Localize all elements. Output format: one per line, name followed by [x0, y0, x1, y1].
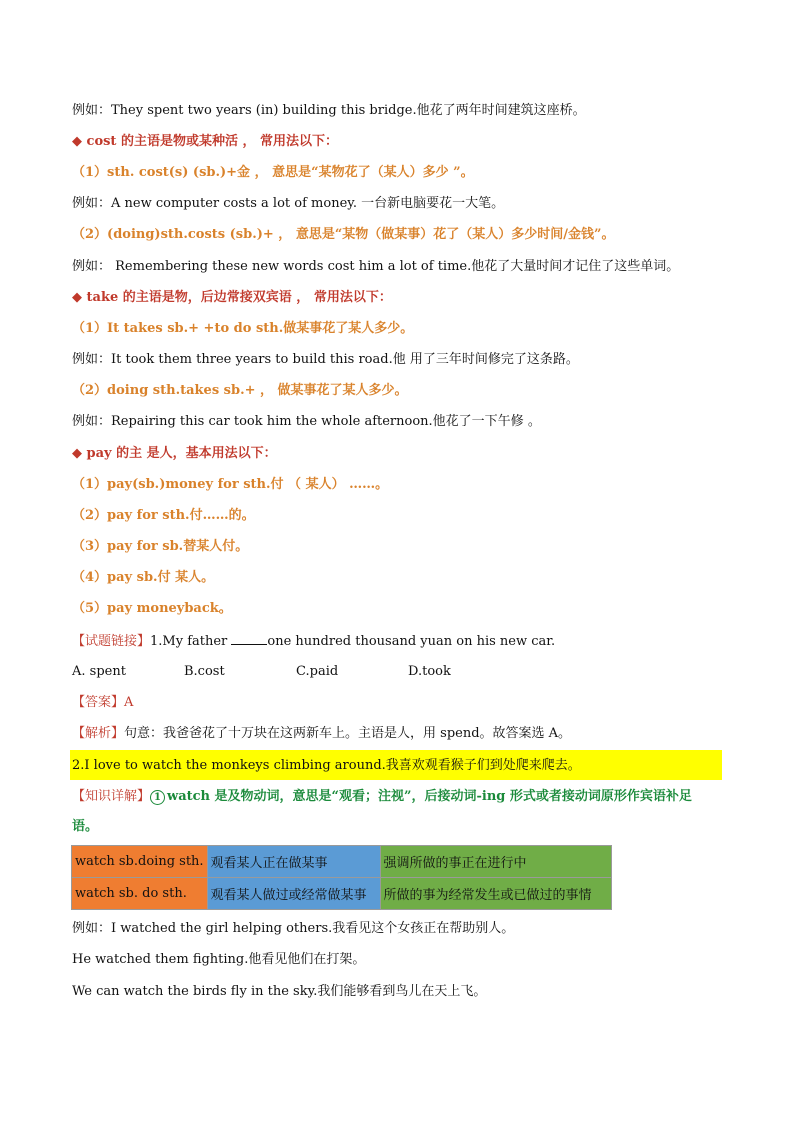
diamond-icon: ◆ — [72, 446, 82, 461]
pay-usage-2: （2）pay for sth.付……的。 — [72, 508, 255, 523]
cost-usage-1: （1）sth. cost(s) (sb.)+金 ， 意思是“某物花了（某人）多少 ”。 — [72, 165, 474, 180]
usage-table — [71, 845, 612, 910]
pay-usage-5: （5）pay moneyback。 — [72, 601, 232, 616]
cost-heading-text: cost 的主语是物或某种活 ， 常用法以下： — [86, 134, 339, 149]
circled-number-icon: 1 — [150, 790, 165, 805]
pay-usage-3: （3）pay for sb.替某人付。 — [72, 539, 249, 554]
take-heading-text: take 的主语是物，后边常接双宾语 ， 常用法以下： — [86, 290, 392, 305]
question-label: 【试题链接】 — [72, 634, 151, 649]
table-cell: 所做的事为经常发生或已做过的事情 — [380, 878, 611, 910]
take-usage-1: （1）It takes sb.+ +to do sth.做某事花了某人多少。 — [72, 321, 414, 336]
knowledge-label: 【知识详解】 — [72, 789, 151, 804]
knowledge-line — [72, 788, 692, 806]
explanation-text: 句意：我爸爸花了十万块在这两新车上。主语是人，用 spend。故答案选 A。 — [124, 726, 572, 741]
answer-label: 【答案】 — [72, 695, 125, 710]
diamond-icon: ◆ — [72, 290, 82, 305]
pay-heading-text: pay 的主 是人，基本用法以下： — [86, 446, 277, 461]
option-b: B.cost — [184, 664, 225, 679]
option-d: D.took — [408, 664, 451, 679]
question-text-b: one hundred thousand yuan on his new car. — [267, 634, 556, 649]
answer-value: A — [124, 695, 134, 710]
example-cost-1: 例如：A new computer costs a lot of money. 一台新电脑要花一大笔。 — [72, 196, 505, 211]
cost-heading — [72, 133, 338, 151]
knowledge-text-cont: 语。 — [72, 819, 99, 834]
example-watch-2: He watched them fighting.他看见他们在打架。 — [72, 952, 366, 967]
table-cell: watch sb. do sth. — [72, 878, 208, 910]
pay-heading — [72, 445, 277, 463]
example-take-2: 例如：Repairing this car took him the whole afternoon.他花了一下午修 。 — [72, 414, 541, 429]
option-c: C.paid — [296, 664, 339, 679]
knowledge-text: watch 是及物动词，意思是“观看；注视”，后接动词-ing 形式或者接动词原形作宾语补足 — [167, 789, 692, 804]
answer-line — [72, 694, 133, 712]
example-cost-2: 例如： Remembering these new words cost him a lot of time.他花了大量时间才记住了这些单词。 — [72, 259, 680, 274]
table-row — [72, 846, 612, 878]
question-text-a: 1.My father — [150, 634, 232, 649]
example-take-1: 例如：It took them three years to build this road.他 用了三年时间修完了这条路。 — [72, 352, 579, 367]
pay-usage-1: （1）pay(sb.)money for sth.付 （ 某人） ……。 — [72, 477, 389, 492]
answer-blank — [231, 632, 267, 645]
table-row — [72, 878, 612, 910]
take-usage-2: （2）doing sth.takes sb.+ ， 做某事花了某人多少。 — [72, 383, 408, 398]
table-cell: watch sb.doing sth. — [72, 846, 208, 878]
table-cell: 强调所做的事正在进行中 — [380, 846, 611, 878]
explanation-label: 【解析】 — [72, 726, 125, 741]
take-heading — [72, 289, 392, 307]
option-a: A. spent — [72, 664, 126, 679]
question-line — [72, 632, 555, 651]
pay-usage-4: （4）pay sb.付 某人。 — [72, 570, 215, 585]
table-cell: 观看某人正在做某事 — [207, 846, 380, 878]
explanation-line — [72, 725, 571, 743]
highlighted-sentence: 2.I love to watch the monkeys climbing around.我喜欢观看猴子们到处爬来爬去。 — [72, 758, 581, 773]
cost-usage-2: （2）(doing)sth.costs (sb.)+ ， 意思是“某物（做某事）花了（某人）多少时间/金钱”。 — [72, 227, 615, 242]
example-watch-3: We can watch the birds fly in the sky.我们能够看到鸟儿在天上飞。 — [72, 984, 487, 999]
example-spend: 例如：They spent two years (in) building this bridge.他花了两年时间建筑这座桥。 — [72, 103, 586, 118]
table-cell: 观看某人做过或经常做某事 — [207, 878, 380, 910]
example-watch-1: 例如：I watched the girl helping others.我看见这个女孩正在帮助别人。 — [72, 921, 515, 936]
diamond-icon: ◆ — [72, 134, 82, 149]
